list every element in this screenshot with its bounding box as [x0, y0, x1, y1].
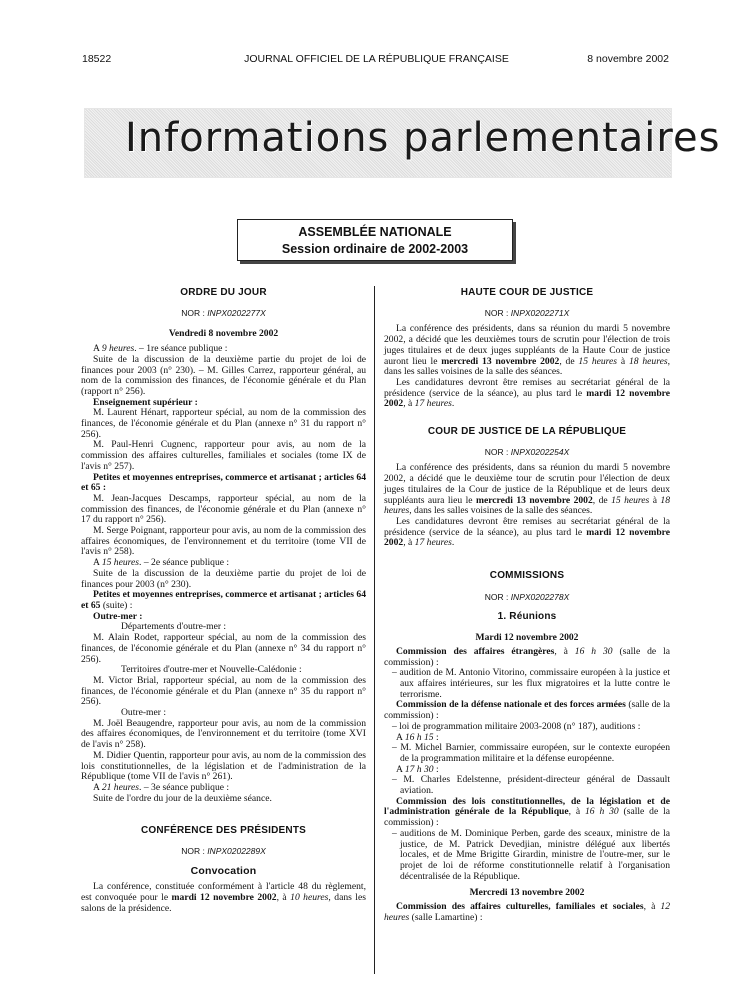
list-item: – auditions de M. Dominique Perben, garde des sceaux, ministre de la justice, de M. Patrick Devedjian, ministre délégué aux libertés locales, et de Mme Brigitte Girardin, ministre de l'outre-mer, sur le projet de loi de réforme constitutionnelle relatif à l'organisation décentralisée de la République.	[392, 827, 670, 882]
right-column	[384, 288, 670, 923]
conf-nor: NOR : INPX0202289X	[181, 846, 266, 857]
para: Commission des lois constitutionnelles, de la législation et de l'administration générale de la République, à 16 h 30 (salle de la commission) :	[384, 795, 670, 829]
subheading: Outre-mer :	[121, 707, 167, 719]
para: M. Paul-Henri Cugnenc, rapporteur pour avis, au nom de la commission des affaires culturelles, familiales et sociales (tome IX de l'avis n° 257).	[81, 439, 366, 472]
para: Commission des affaires culturelles, familiales et sociales, à 12 heures (salle Lamartine) :	[384, 901, 670, 923]
banner	[84, 108, 721, 178]
ordre-nor: NOR : INPX0202277X	[181, 307, 266, 318]
para: M. Alain Rodet, rapporteur spécial, au nom de la commission des finances, de l'économie générale et du Plan (annexe n° 34 du rapport n° 256).	[81, 632, 366, 665]
left-column	[81, 288, 366, 915]
para: Commission des affaires étrangères, à 16 h 30 (salle de la commission) :	[384, 645, 670, 668]
time-line: A 16 h 15 :	[396, 731, 439, 743]
subheading: Départements d'outre-mer :	[121, 621, 227, 633]
header-date: 8 novembre 2002	[587, 53, 669, 65]
para: Suite de la discussion de la deuxième partie du projet de loi de finances pour 2003 (n° 230). – M. Gilles Carrez, rapporteur général, au nom de la commission des finances, de l'économie générale et du Plan (rapport n° 256).	[81, 353, 366, 397]
time-line: A 17 h 30 :	[396, 763, 439, 775]
para: La conférence des présidents, dans sa réunion du mardi 5 novembre 2002, a décidé que les deuxièmes tours de scrutin pour l'élection de trois juges titulaires et de deux juges suppléants de la Haute Cour de justice auront lieu le mercredi 13 novembre 2002, de 15 heures à 18 heures, dans les salles voisines de la salle des séances.	[384, 323, 670, 378]
subheading: Territoires d'outre-mer et Nouvelle-Calédonie :	[121, 664, 302, 676]
para: A 9 heures. – 1re séance publique :	[93, 343, 228, 355]
para: Commission de la défense nationale et des forces armées (salle de la commission) :	[384, 699, 671, 722]
ordre-date: Vendredi 8 novembre 2002	[168, 328, 279, 340]
banner-title: Informations parlementaires	[125, 115, 721, 161]
para: A 15 heures. – 2e séance publique :	[93, 557, 230, 569]
column-divider	[374, 286, 375, 974]
para: Les candidatures devront être remises au secrétariat général de la présidence (service de la séance), au plus tard le mardi 12 novembre 2002, à 17 heures.	[384, 376, 670, 410]
conf-title: CONFÉRENCE DES PRÉSIDENTS	[140, 825, 307, 837]
para: M. Serge Poignant, rapporteur pour avis, au nom de la commission des affaires économiques, de l'environnement et du territoire (tome VII de l'avis n° 258).	[81, 525, 366, 558]
assembly-title: ASSEMBLÉE NATIONALE	[298, 225, 452, 239]
para: M. Joël Beaugendre, rapporteur pour avis, au nom de la commission des affaires économiques, de l'environnement et du territoire (tome XVI de l'avis n° 258).	[81, 717, 366, 751]
para: M. Didier Quentin, rapporteur pour avis, au nom de la commission des lois constitutionnelles, de la législation et de l'administration de la République (tome VII de l'avis n° 261).	[81, 749, 366, 783]
para: Suite de l'ordre du jour de la deuxième séance.	[93, 792, 272, 804]
assembly-box	[237, 219, 513, 261]
para: Les candidatures devront être remises au secrétariat général de la présidence (service de la séance), au plus tard le mardi 12 novembre 2002, à 17 heures.	[384, 515, 670, 549]
ordre-title: ORDRE DU JOUR	[180, 287, 267, 298]
list-item: – M. Michel Barnier, commissaire européen, sur le contexte européen de la programmation militaire et la défense européenne.	[392, 742, 670, 764]
para: A 21 heures. – 3e séance publique :	[93, 781, 230, 793]
journal-title: JOURNAL OFFICIEL DE LA RÉPUBLIQUE FRANÇAISE	[244, 53, 509, 65]
para: La conférence des présidents, dans sa réunion du mardi 5 novembre 2002, a décidé que le deuxième tour de scrutin pour l'élection de deux juges titulaires de la Cour de justice de la République et de leurs deux suppléants aura lieu le mercredi 13 novembre 2002, de 15 heures à 18 heures, dans les salles voisines de la salle des séances.	[384, 462, 670, 517]
convocation-title: Convocation	[190, 864, 257, 877]
page-number: 18522	[82, 53, 112, 65]
subheading: Petites et moyennes entreprises, commerce et artisanat ; articles 64 et 65 :	[81, 471, 366, 494]
hcj-title: HAUTE COUR DE JUSTICE	[460, 287, 594, 298]
subheading: Outre-mer :	[93, 610, 143, 622]
para: M. Victor Brial, rapporteur spécial, au nom de la commission des finances, de l'économie générale et du Plan (annexe n° 35 du rapport n° 256).	[81, 674, 366, 708]
reunions-title: 1. Réunions	[497, 611, 557, 623]
subheading: Petites et moyennes entreprises, commerce et artisanat ; articles 64 et 65 (suite) :	[81, 589, 366, 611]
hcj-nor: NOR : INPX0202271X	[484, 307, 570, 318]
cjr-nor: NOR : INPX0202254X	[484, 446, 570, 457]
comm-nor: NOR : INPX0202278X	[484, 591, 570, 602]
mercredi-date: Mercredi 13 novembre 2002	[469, 887, 585, 899]
subheading: Enseignement supérieur :	[93, 396, 198, 408]
mardi-date: Mardi 12 novembre 2002	[475, 632, 579, 644]
session-title: Session ordinaire de 2002-2003	[281, 242, 469, 256]
para: Suite de la discussion de la deuxième partie du projet de loi de finances pour 2003 (n° 230).	[81, 567, 366, 590]
para: La conférence, constituée conformément à l'article 48 du règlement, est convoquée pour le mardi 12 novembre 2002, à 10 heures, dans les salons de la présidence.	[81, 881, 366, 914]
list-item: – loi de programmation militaire 2003-2008 (n° 187), auditions :	[392, 720, 641, 732]
list-item: – audition de M. Antonio Vitorino, commissaire européen à la justice et aux affaires intérieures, sur les flux migratoires et la lutte contre le terrorisme.	[392, 667, 670, 700]
list-item: – M. Charles Edelstenne, président-directeur général de Dassault aviation.	[392, 774, 670, 797]
cjr-title: COUR DE JUSTICE DE LA RÉPUBLIQUE	[427, 426, 627, 438]
para: M. Laurent Hénart, rapporteur spécial, au nom de la commission des finances, de l'économie générale et du Plan (annexe n° 31 du rapport n° 256).	[81, 407, 366, 440]
para: M. Jean-Jacques Descamps, rapporteur spécial, au nom de la commission des finances, de l'économie générale et du Plan (annexe n° 17 du rapport n° 256).	[81, 492, 366, 526]
comm-title: COMMISSIONS	[489, 570, 565, 582]
